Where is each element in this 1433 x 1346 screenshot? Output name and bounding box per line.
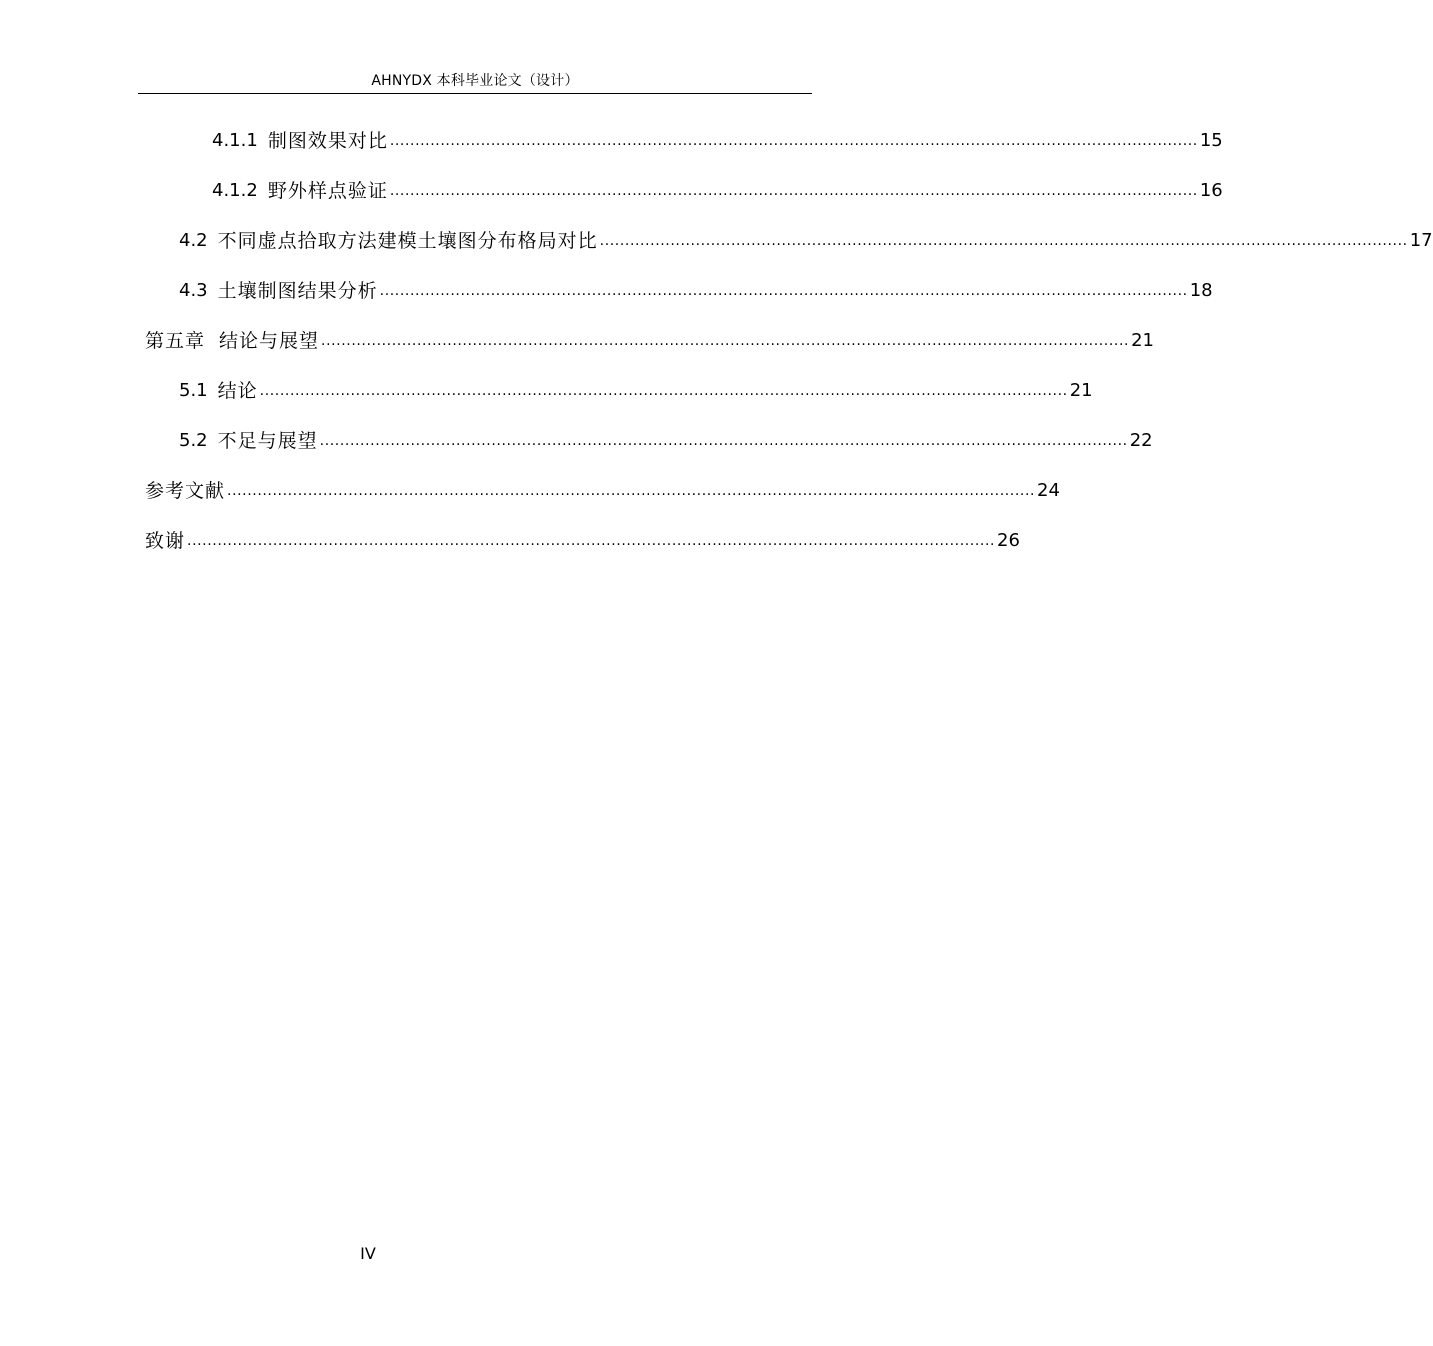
- toc-entry-page: 22: [1129, 430, 1153, 451]
- toc-entry-title: 致谢: [145, 530, 186, 552]
- page-number: IV: [360, 1244, 376, 1263]
- toc-entry-5-2[interactable]: [179, 426, 1153, 456]
- toc-entry-4-3[interactable]: [179, 276, 1213, 306]
- toc-entry-page: 18: [1189, 280, 1213, 301]
- toc-entry-number: 4.1.2: [212, 180, 258, 201]
- toc-entry-page: 24: [1037, 480, 1060, 501]
- toc-entry-page: 21: [1131, 330, 1154, 351]
- toc-entry-4-2[interactable]: [179, 226, 1433, 256]
- toc-entry-page: 15: [1199, 130, 1223, 151]
- toc-entry-title: 制图效果对比: [267, 130, 388, 152]
- toc-entry-5-1[interactable]: [179, 376, 1093, 406]
- toc-entry-number: 第五章: [145, 330, 206, 352]
- toc-entry-title: 不足与展望: [217, 430, 318, 452]
- toc-dot-leader: ................................................................................................................................................................: [319, 433, 1128, 449]
- toc-dot-leader: ................................................................................................................................................................: [227, 483, 1036, 499]
- toc-entry-title: 参考文献: [145, 480, 226, 502]
- toc-entry-number: 5.1: [179, 380, 208, 401]
- toc-entry-page: 17: [1409, 230, 1433, 251]
- toc-entry-title: 土壤制图结果分析: [217, 280, 378, 302]
- toc-dot-leader: ................................................................................................................................................................: [259, 383, 1068, 399]
- toc-entry-4-1-2[interactable]: [212, 176, 1223, 206]
- toc-dot-leader: ................................................................................................................................................................: [389, 133, 1198, 149]
- toc-entry-page: 21: [1069, 380, 1093, 401]
- toc-entry-title: 结论: [217, 380, 258, 402]
- toc-entry-title: 不同虚点拾取方法建模土壤图分布格局对比: [217, 230, 598, 252]
- toc-dot-leader: ................................................................................................................................................................: [321, 333, 1130, 349]
- toc-entry-chapter-5[interactable]: [145, 326, 1154, 356]
- toc-entry-number: 5.2: [179, 430, 208, 451]
- toc-entry-4-1-1[interactable]: [212, 126, 1223, 156]
- toc-dot-leader: ................................................................................................................................................................: [379, 283, 1188, 299]
- toc-dot-leader: ................................................................................................................................................................: [389, 183, 1198, 199]
- toc-entry-page: 26: [997, 530, 1020, 551]
- header-divider: [138, 93, 812, 94]
- toc-entry-page: 16: [1199, 180, 1223, 201]
- toc-dot-leader: ................................................................................................................................................................: [599, 233, 1408, 249]
- toc-entry-references[interactable]: [145, 476, 1060, 506]
- toc-entry-title: 结论与展望: [219, 330, 320, 352]
- toc-entry-acknowledgements[interactable]: [145, 526, 1020, 556]
- page-header: AHNYDX 本科毕业论文（设计）: [371, 73, 579, 89]
- toc-entry-number: 4.3: [179, 280, 208, 301]
- toc-entry-number: 4.2: [179, 230, 208, 251]
- toc-entry-title: 野外样点验证: [267, 180, 388, 202]
- toc-dot-leader: ................................................................................................................................................................: [187, 533, 996, 549]
- toc-entry-number: 4.1.1: [212, 130, 258, 151]
